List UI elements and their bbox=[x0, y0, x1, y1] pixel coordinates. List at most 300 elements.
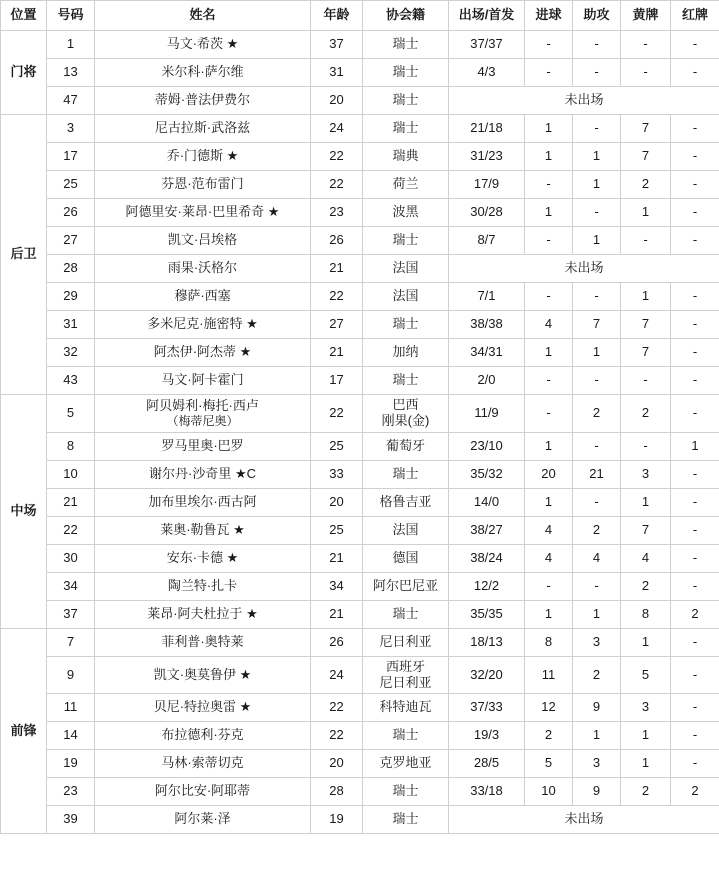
player-name[interactable] bbox=[95, 750, 311, 778]
table-row bbox=[1, 171, 719, 199]
player-goals: - bbox=[525, 31, 573, 59]
player-assists: - bbox=[573, 572, 621, 600]
player-number: 28 bbox=[47, 255, 95, 283]
table-row bbox=[1, 311, 719, 339]
player-red-cards: - bbox=[671, 572, 719, 600]
header-name: 姓名 bbox=[95, 1, 311, 31]
player-number: 13 bbox=[47, 59, 95, 87]
player-nationality-text: 瑞士 bbox=[392, 605, 419, 621]
player-age: 24 bbox=[311, 115, 363, 143]
player-name[interactable] bbox=[95, 227, 311, 255]
header-age: 年龄 bbox=[311, 1, 363, 31]
player-age: 22 bbox=[311, 171, 363, 199]
player-nationality-text: 法国 bbox=[392, 288, 419, 304]
player-name-text: 凯文·奥莫鲁伊 ★ bbox=[153, 666, 252, 682]
player-age: 24 bbox=[311, 656, 363, 694]
player-nationality-text: 瑞士 bbox=[392, 811, 419, 827]
player-nationality bbox=[363, 694, 449, 722]
player-number: 39 bbox=[47, 806, 95, 834]
player-age: 33 bbox=[311, 460, 363, 488]
player-age: 27 bbox=[311, 311, 363, 339]
table-row bbox=[1, 750, 719, 778]
player-goals: 8 bbox=[525, 628, 573, 656]
player-age: 17 bbox=[311, 367, 363, 395]
table-row bbox=[1, 59, 719, 87]
player-number: 31 bbox=[47, 311, 95, 339]
player-appearances: 4/3 bbox=[449, 59, 525, 87]
player-assists: 9 bbox=[573, 778, 621, 806]
player-nationality-text: 格鲁吉亚 bbox=[379, 493, 432, 509]
player-age: 21 bbox=[311, 544, 363, 572]
player-nationality-text: 德国 bbox=[392, 549, 419, 565]
header-goals: 进球 bbox=[525, 1, 573, 31]
player-yellow-cards: 1 bbox=[621, 750, 671, 778]
player-goals: - bbox=[525, 283, 573, 311]
player-appearances: 23/10 bbox=[449, 432, 525, 460]
player-appearances: 12/2 bbox=[449, 572, 525, 600]
player-assists: - bbox=[573, 488, 621, 516]
player-appearances: 11/9 bbox=[449, 395, 525, 433]
player-yellow-cards: 1 bbox=[621, 722, 671, 750]
player-number: 25 bbox=[47, 171, 95, 199]
table-row bbox=[1, 395, 719, 433]
player-name-text: 布拉德利·芬克 bbox=[161, 727, 244, 743]
player-assists: - bbox=[573, 283, 621, 311]
player-goals: - bbox=[525, 59, 573, 87]
player-nationality-text: 葡萄牙 bbox=[385, 437, 425, 453]
player-name-text: 罗马里奥·巴罗 bbox=[161, 437, 244, 453]
player-appearances: 35/35 bbox=[449, 600, 525, 628]
player-age: 28 bbox=[311, 778, 363, 806]
player-nationality bbox=[363, 395, 449, 433]
player-nationality bbox=[363, 339, 449, 367]
player-yellow-cards: 7 bbox=[621, 516, 671, 544]
player-number: 17 bbox=[47, 143, 95, 171]
player-red-cards: - bbox=[671, 199, 719, 227]
player-nationality bbox=[363, 171, 449, 199]
player-nationality bbox=[363, 488, 449, 516]
player-name-text: 加布里埃尔·西古阿 bbox=[148, 493, 257, 509]
player-name-text: 蒂姆·普法伊费尔 bbox=[154, 92, 251, 108]
player-number: 21 bbox=[47, 488, 95, 516]
player-nationality-text: 法国 bbox=[392, 260, 419, 276]
player-nationality-text: 荷兰 bbox=[392, 176, 419, 192]
player-name-text: 阿尔比安·阿耶蒂 bbox=[154, 783, 251, 799]
player-assists: - bbox=[573, 367, 621, 395]
player-nationality bbox=[363, 367, 449, 395]
player-name[interactable] bbox=[95, 367, 311, 395]
player-name-text: 安东·卡德 ★ bbox=[166, 549, 239, 565]
player-name[interactable] bbox=[95, 255, 311, 283]
player-goals: - bbox=[525, 171, 573, 199]
player-name[interactable] bbox=[95, 544, 311, 572]
player-name[interactable] bbox=[95, 806, 311, 834]
player-yellow-cards: 1 bbox=[621, 283, 671, 311]
table-row bbox=[1, 544, 719, 572]
player-appearances: 33/18 bbox=[449, 778, 525, 806]
player-name[interactable] bbox=[95, 600, 311, 628]
player-age: 22 bbox=[311, 722, 363, 750]
table-row bbox=[1, 488, 719, 516]
player-goals: 12 bbox=[525, 694, 573, 722]
player-nationality-second: 刚果(金) bbox=[381, 413, 430, 429]
table-row bbox=[1, 143, 719, 171]
player-nationality-text: 瑞士 bbox=[392, 232, 419, 248]
player-age: 20 bbox=[311, 750, 363, 778]
player-age: 23 bbox=[311, 199, 363, 227]
player-yellow-cards: - bbox=[621, 59, 671, 87]
player-nationality bbox=[363, 283, 449, 311]
player-nationality bbox=[363, 432, 449, 460]
player-assists: 2 bbox=[573, 395, 621, 433]
player-name[interactable] bbox=[95, 572, 311, 600]
player-name[interactable] bbox=[95, 778, 311, 806]
player-number: 37 bbox=[47, 600, 95, 628]
player-number: 27 bbox=[47, 227, 95, 255]
player-name[interactable] bbox=[95, 283, 311, 311]
player-assists: 1 bbox=[573, 339, 621, 367]
table-row bbox=[1, 367, 719, 395]
player-red-cards: - bbox=[671, 628, 719, 656]
player-name-text: 芬恩·范布雷门 bbox=[161, 176, 244, 192]
player-goals: 1 bbox=[525, 339, 573, 367]
player-name-text: 莱奥·勒鲁瓦 ★ bbox=[160, 521, 245, 537]
player-name-text: 陶兰特·扎卡 bbox=[167, 577, 238, 593]
header-assists: 助攻 bbox=[573, 1, 621, 31]
player-assists: - bbox=[573, 199, 621, 227]
player-red-cards: - bbox=[671, 59, 719, 87]
player-red-cards: - bbox=[671, 143, 719, 171]
table-row bbox=[1, 628, 719, 656]
player-age: 25 bbox=[311, 516, 363, 544]
position-group-label: 后卫 bbox=[1, 115, 47, 395]
player-nationality bbox=[363, 656, 449, 694]
player-red-cards: - bbox=[671, 694, 719, 722]
header-appearances: 出场/首发 bbox=[449, 1, 525, 31]
table-row bbox=[1, 227, 719, 255]
player-nationality bbox=[363, 143, 449, 171]
player-assists: 21 bbox=[573, 460, 621, 488]
player-name[interactable] bbox=[95, 656, 311, 694]
player-number: 3 bbox=[47, 115, 95, 143]
player-nationality-text: 瑞士 bbox=[392, 372, 419, 388]
player-appearances: 35/32 bbox=[449, 460, 525, 488]
player-nationality bbox=[363, 31, 449, 59]
player-yellow-cards: 1 bbox=[621, 628, 671, 656]
player-number: 14 bbox=[47, 722, 95, 750]
player-name[interactable] bbox=[95, 460, 311, 488]
player-name-text: 尼古拉斯·武洛兹 bbox=[154, 120, 251, 136]
player-nationality-text: 阿尔巴尼亚 bbox=[372, 577, 438, 593]
player-number: 19 bbox=[47, 750, 95, 778]
player-goals: 1 bbox=[525, 600, 573, 628]
player-assists: - bbox=[573, 432, 621, 460]
player-assists: 3 bbox=[573, 750, 621, 778]
player-nationality bbox=[363, 750, 449, 778]
player-number: 29 bbox=[47, 283, 95, 311]
player-goals: 11 bbox=[525, 656, 573, 694]
player-nationality-text: 瑞士 bbox=[392, 465, 419, 481]
player-appearances: 7/1 bbox=[449, 283, 525, 311]
table-row bbox=[1, 339, 719, 367]
player-name-text: 阿杰伊·阿杰蒂 ★ bbox=[153, 344, 252, 360]
player-appearances: 38/38 bbox=[449, 311, 525, 339]
player-name[interactable] bbox=[95, 59, 311, 87]
player-number: 7 bbox=[47, 628, 95, 656]
player-yellow-cards: 5 bbox=[621, 656, 671, 694]
table-row bbox=[1, 460, 719, 488]
player-appearances: 30/28 bbox=[449, 199, 525, 227]
player-nationality bbox=[363, 59, 449, 87]
player-assists: - bbox=[573, 115, 621, 143]
player-goals: 20 bbox=[525, 460, 573, 488]
player-name-text: 凯文·吕埃格 bbox=[167, 232, 238, 248]
player-nationality-text: 瑞士 bbox=[392, 92, 419, 108]
player-age: 25 bbox=[311, 432, 363, 460]
player-nationality-text: 瑞士 bbox=[392, 316, 419, 332]
table-row bbox=[1, 115, 719, 143]
player-red-cards: - bbox=[671, 656, 719, 694]
table-row bbox=[1, 656, 719, 694]
player-name[interactable] bbox=[95, 516, 311, 544]
player-goals: 10 bbox=[525, 778, 573, 806]
player-age: 21 bbox=[311, 339, 363, 367]
player-appearances: 21/18 bbox=[449, 115, 525, 143]
player-appearances: 32/20 bbox=[449, 656, 525, 694]
table-row bbox=[1, 432, 719, 460]
player-number: 22 bbox=[47, 516, 95, 544]
table-row bbox=[1, 516, 719, 544]
player-assists: 2 bbox=[573, 516, 621, 544]
player-name[interactable] bbox=[95, 199, 311, 227]
player-age: 31 bbox=[311, 59, 363, 87]
player-nationality bbox=[363, 600, 449, 628]
player-name[interactable] bbox=[95, 694, 311, 722]
table-row bbox=[1, 255, 719, 283]
player-goals: - bbox=[525, 367, 573, 395]
player-nationality-text: 巴西 bbox=[392, 397, 419, 412]
table-header-row bbox=[1, 1, 719, 31]
player-name[interactable] bbox=[95, 171, 311, 199]
position-group-label: 前锋 bbox=[1, 628, 47, 834]
player-nationality-text: 瑞士 bbox=[392, 783, 419, 799]
player-name-text: 米尔科·萨尔维 bbox=[161, 64, 244, 80]
player-yellow-cards: 3 bbox=[621, 460, 671, 488]
player-appearances: 38/24 bbox=[449, 544, 525, 572]
player-name[interactable] bbox=[95, 311, 311, 339]
player-name-text: 贝尼·特拉奥雷 ★ bbox=[153, 699, 252, 715]
player-name[interactable] bbox=[95, 87, 311, 115]
player-name-text: 乔·门德斯 ★ bbox=[166, 148, 239, 164]
player-nationality bbox=[363, 806, 449, 834]
player-age: 19 bbox=[311, 806, 363, 834]
player-name-text: 莱昂·阿夫杜拉于 ★ bbox=[147, 605, 258, 621]
player-nationality-text: 克罗地亚 bbox=[379, 755, 432, 771]
player-yellow-cards: - bbox=[621, 227, 671, 255]
player-name[interactable] bbox=[95, 31, 311, 59]
player-assists: 2 bbox=[573, 656, 621, 694]
player-goals: 1 bbox=[525, 115, 573, 143]
table-row bbox=[1, 87, 719, 115]
player-yellow-cards: - bbox=[621, 367, 671, 395]
player-goals: 1 bbox=[525, 488, 573, 516]
player-assists: 7 bbox=[573, 311, 621, 339]
player-name-text: 马文·阿卡霍门 bbox=[161, 372, 244, 388]
player-nationality bbox=[363, 628, 449, 656]
player-nationality-text: 瑞士 bbox=[392, 727, 419, 743]
player-number: 43 bbox=[47, 367, 95, 395]
player-red-cards: - bbox=[671, 750, 719, 778]
player-nationality-text: 瑞士 bbox=[392, 36, 419, 52]
player-goals: - bbox=[525, 395, 573, 433]
player-name-text: 多米尼克·施密特 ★ bbox=[147, 316, 258, 332]
table-row bbox=[1, 778, 719, 806]
table-row bbox=[1, 806, 719, 834]
player-yellow-cards: 2 bbox=[621, 171, 671, 199]
player-red-cards: - bbox=[671, 722, 719, 750]
player-red-cards: 2 bbox=[671, 778, 719, 806]
player-number: 30 bbox=[47, 544, 95, 572]
player-number: 1 bbox=[47, 31, 95, 59]
player-name[interactable] bbox=[95, 143, 311, 171]
player-red-cards: - bbox=[671, 31, 719, 59]
player-name-text: 谢尔丹·沙奇里 ★C bbox=[149, 465, 256, 481]
not-played-label: 未出场 bbox=[449, 255, 719, 283]
player-assists: 1 bbox=[573, 227, 621, 255]
player-goals: 1 bbox=[525, 199, 573, 227]
player-yellow-cards: 7 bbox=[621, 115, 671, 143]
player-goals: 4 bbox=[525, 311, 573, 339]
player-yellow-cards: 7 bbox=[621, 311, 671, 339]
player-red-cards: - bbox=[671, 516, 719, 544]
player-red-cards: 2 bbox=[671, 600, 719, 628]
player-yellow-cards: 8 bbox=[621, 600, 671, 628]
header-red-cards: 红牌 bbox=[671, 1, 719, 31]
player-red-cards: - bbox=[671, 115, 719, 143]
player-number: 47 bbox=[47, 87, 95, 115]
table-row bbox=[1, 572, 719, 600]
player-nationality bbox=[363, 544, 449, 572]
player-age: 22 bbox=[311, 694, 363, 722]
player-yellow-cards: 3 bbox=[621, 694, 671, 722]
player-age: 34 bbox=[311, 572, 363, 600]
player-number: 32 bbox=[47, 339, 95, 367]
player-nationality-text: 法国 bbox=[392, 521, 419, 537]
player-red-cards: - bbox=[671, 395, 719, 433]
player-age: 20 bbox=[311, 488, 363, 516]
player-nationality-text: 瑞典 bbox=[392, 148, 419, 164]
player-appearances: 19/3 bbox=[449, 722, 525, 750]
player-age: 22 bbox=[311, 143, 363, 171]
player-number: 34 bbox=[47, 572, 95, 600]
player-yellow-cards: - bbox=[621, 31, 671, 59]
player-number: 26 bbox=[47, 199, 95, 227]
player-yellow-cards: 4 bbox=[621, 544, 671, 572]
header-club: 协会籍 bbox=[363, 1, 449, 31]
table-row bbox=[1, 199, 719, 227]
player-goals: 4 bbox=[525, 544, 573, 572]
player-name-text: 马文·希茨 ★ bbox=[166, 36, 239, 52]
player-red-cards: 1 bbox=[671, 432, 719, 460]
player-name[interactable] bbox=[95, 115, 311, 143]
player-name-text: 马林·索蒂切克 bbox=[161, 755, 244, 771]
table-row bbox=[1, 722, 719, 750]
table-row bbox=[1, 600, 719, 628]
player-appearances: 28/5 bbox=[449, 750, 525, 778]
player-assists: - bbox=[573, 31, 621, 59]
player-age: 26 bbox=[311, 628, 363, 656]
player-number: 9 bbox=[47, 656, 95, 694]
player-appearances: 18/13 bbox=[449, 628, 525, 656]
player-nationality bbox=[363, 255, 449, 283]
player-yellow-cards: - bbox=[621, 432, 671, 460]
player-name[interactable] bbox=[95, 722, 311, 750]
player-name-text: 阿尔莱·泽 bbox=[174, 811, 231, 827]
position-group-label: 门将 bbox=[1, 31, 47, 115]
player-nationality-text: 波黑 bbox=[392, 204, 419, 220]
player-age: 22 bbox=[311, 283, 363, 311]
player-number: 8 bbox=[47, 432, 95, 460]
player-nationality bbox=[363, 227, 449, 255]
player-name[interactable] bbox=[95, 628, 311, 656]
player-age: 37 bbox=[311, 31, 363, 59]
player-nationality-text: 瑞士 bbox=[392, 120, 419, 136]
table-body bbox=[1, 31, 719, 834]
player-name[interactable] bbox=[95, 395, 311, 433]
player-appearances: 31/23 bbox=[449, 143, 525, 171]
position-group-label: 中场 bbox=[1, 395, 47, 629]
player-nationality bbox=[363, 87, 449, 115]
player-name[interactable] bbox=[95, 488, 311, 516]
player-red-cards: - bbox=[671, 488, 719, 516]
player-red-cards: - bbox=[671, 367, 719, 395]
header-number: 号码 bbox=[47, 1, 95, 31]
player-nationality-text: 瑞士 bbox=[392, 64, 419, 80]
player-nationality-text: 西班牙 bbox=[385, 658, 425, 674]
player-nationality bbox=[363, 460, 449, 488]
table-row bbox=[1, 31, 719, 59]
player-assists: 1 bbox=[573, 600, 621, 628]
player-goals: - bbox=[525, 572, 573, 600]
player-goals: 5 bbox=[525, 750, 573, 778]
player-name[interactable] bbox=[95, 432, 311, 460]
player-age: 22 bbox=[311, 395, 363, 433]
player-nationality-text: 科特迪瓦 bbox=[379, 699, 432, 715]
player-nationality bbox=[363, 722, 449, 750]
player-red-cards: - bbox=[671, 339, 719, 367]
player-assists: - bbox=[573, 59, 621, 87]
player-number: 5 bbox=[47, 395, 95, 433]
player-yellow-cards: 7 bbox=[621, 339, 671, 367]
player-assists: 1 bbox=[573, 722, 621, 750]
player-name[interactable] bbox=[95, 339, 311, 367]
player-age: 21 bbox=[311, 255, 363, 283]
player-red-cards: - bbox=[671, 283, 719, 311]
player-yellow-cards: 2 bbox=[621, 395, 671, 433]
player-red-cards: - bbox=[671, 227, 719, 255]
player-nationality-text: 尼日利亚 bbox=[379, 633, 432, 649]
player-appearances: 2/0 bbox=[449, 367, 525, 395]
player-age: 26 bbox=[311, 227, 363, 255]
player-age: 21 bbox=[311, 600, 363, 628]
player-assists: 9 bbox=[573, 694, 621, 722]
player-nationality-text: 加纳 bbox=[392, 344, 419, 360]
not-played-label: 未出场 bbox=[449, 806, 719, 834]
player-yellow-cards: 2 bbox=[621, 778, 671, 806]
player-appearances: 8/7 bbox=[449, 227, 525, 255]
header-yellow-cards: 黄牌 bbox=[621, 1, 671, 31]
player-assists: 1 bbox=[573, 143, 621, 171]
